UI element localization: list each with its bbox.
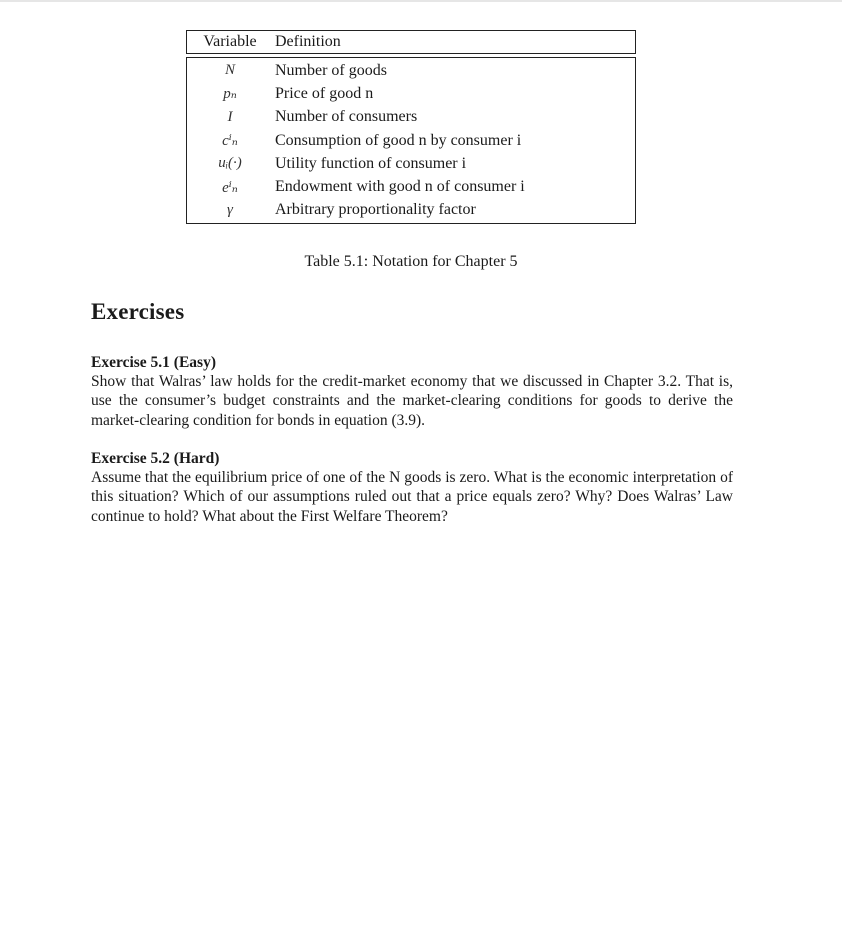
row-symbol: pₙ: [223, 86, 237, 103]
exercise-body: Show that Walras’ law holds for the credit-market economy that we discussed in Chapter 3.2. That is, use the consumer’s budget constraints and the market-clearing conditions for goods to derive the market-clearing condition for bonds in equation (3.9).: [91, 373, 733, 429]
header-variable: Variable: [203, 33, 257, 50]
exercise-title: Exercise 5.2 (Hard): [91, 450, 220, 467]
row-definition: Price of good n: [275, 84, 374, 102]
row-definition: Arbitrary proportionality factor: [275, 201, 476, 219]
row-symbol: eⁱₙ: [222, 179, 238, 196]
table-row: [187, 106, 635, 129]
table-row: [187, 152, 635, 175]
row-definition: Endowment with good n of consumer i: [275, 178, 525, 196]
exercise-5-1: [91, 353, 733, 430]
table-row: [187, 82, 635, 105]
notation-table: [186, 30, 636, 224]
row-definition: Number of consumers: [275, 108, 418, 126]
row-definition: Utility function of consumer i: [275, 154, 467, 172]
row-symbol: cⁱₙ: [222, 133, 238, 150]
row-symbol: N: [224, 62, 235, 79]
table-header: [186, 30, 636, 54]
row-definition: Number of goods: [275, 61, 387, 79]
page-top-border: [0, 0, 842, 2]
row-symbol: γ: [227, 201, 233, 218]
table-row: [187, 59, 635, 82]
table-body: [186, 57, 636, 224]
exercise-5-2: [91, 449, 733, 526]
row-symbol: I: [227, 108, 233, 125]
table-caption: Table 5.1: Notation for Chapter 5: [304, 253, 518, 270]
header-definition: Definition: [275, 33, 341, 50]
table-row: [187, 129, 635, 152]
exercise-title: Exercise 5.1 (Easy): [91, 354, 216, 371]
row-symbol: uᵢ(·): [218, 155, 242, 172]
table-row: [187, 199, 635, 222]
row-definition: Consumption of good n by consumer i: [275, 131, 522, 149]
exercise-body: Assume that the equilibrium price of one of the N goods is zero. What is the economic interpretation of this situation? Which of our assumptions ruled out that a price equals zero? Why? Does Walras’ Law continue to hold? What about the First Welfare Theorem?: [91, 469, 733, 525]
section-title: Exercises: [91, 299, 185, 324]
table-row: [187, 175, 635, 198]
